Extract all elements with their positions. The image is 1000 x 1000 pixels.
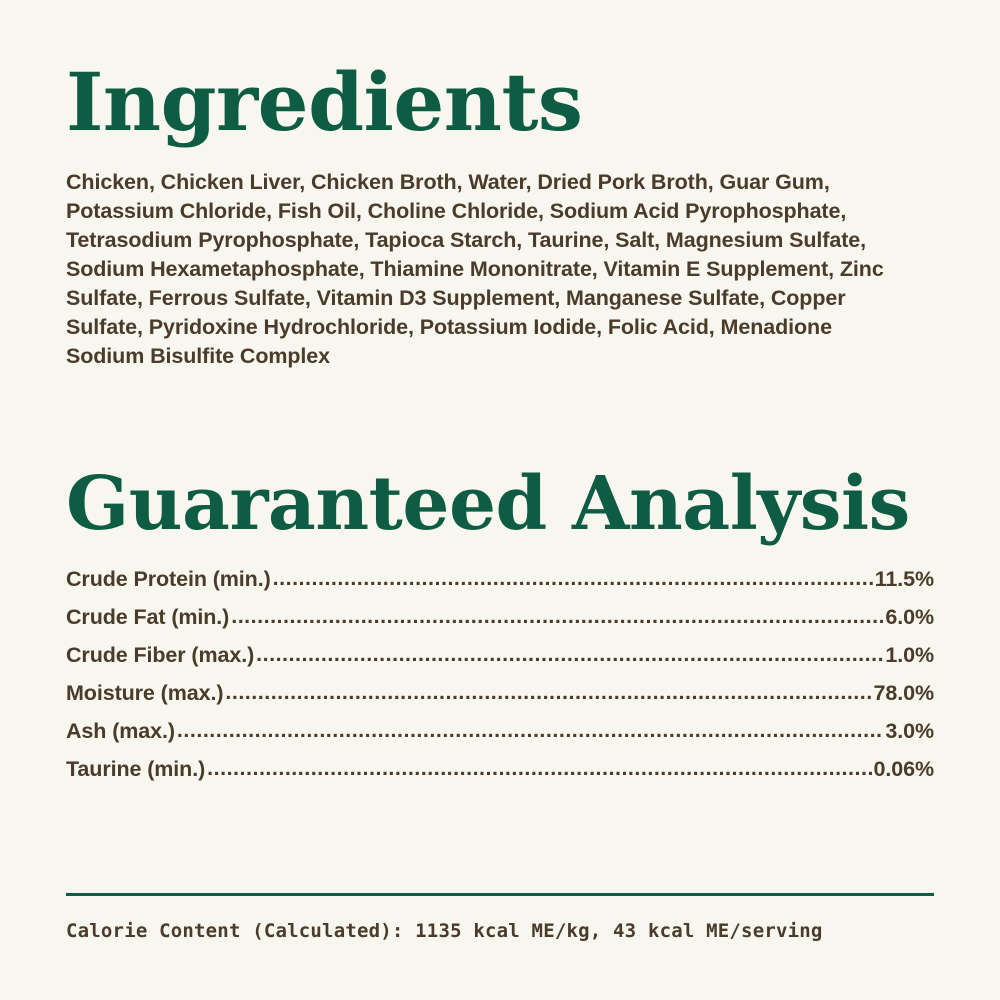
footer bbox=[66, 893, 934, 942]
leader-dots bbox=[273, 566, 873, 588]
analysis-label: Crude Fiber (max.) bbox=[66, 643, 255, 667]
analysis-label: Crude Protein (min.) bbox=[66, 567, 271, 591]
leader-dots bbox=[231, 604, 883, 626]
leader-dots bbox=[177, 718, 883, 740]
analysis-value: 0.06% bbox=[873, 757, 934, 781]
analysis-value: 6.0% bbox=[885, 605, 934, 629]
analysis-row bbox=[66, 719, 934, 757]
guaranteed-analysis-heading: Guaranteed Analysis bbox=[66, 461, 910, 547]
calorie-content-text: Calorie Content (Calculated): 1135 kcal ME/kg, 43 kcal ME/serving bbox=[66, 920, 823, 942]
analysis-label: Ash (max.) bbox=[66, 719, 175, 743]
leader-dots bbox=[207, 756, 871, 778]
guaranteed-analysis-list bbox=[66, 567, 934, 795]
analysis-value: 3.0% bbox=[885, 719, 934, 743]
analysis-row bbox=[66, 567, 934, 605]
leader-dots bbox=[256, 642, 883, 664]
analysis-label: Moisture (max.) bbox=[66, 681, 224, 705]
horizontal-rule bbox=[66, 893, 934, 896]
analysis-row bbox=[66, 643, 934, 681]
analysis-label: Taurine (min.) bbox=[66, 757, 206, 781]
analysis-label: Crude Fat (min.) bbox=[66, 605, 230, 629]
leader-dots bbox=[225, 680, 871, 702]
section-spacer bbox=[66, 371, 934, 467]
analysis-row bbox=[66, 605, 934, 643]
analysis-value: 11.5% bbox=[874, 567, 934, 591]
analysis-value: 78.0% bbox=[873, 681, 934, 705]
analysis-row bbox=[66, 757, 934, 795]
analysis-value: 1.0% bbox=[885, 643, 934, 667]
analysis-row bbox=[66, 681, 934, 719]
ingredients-heading: Ingredients bbox=[66, 55, 583, 149]
ingredients-text: Chicken, Chicken Liver, Chicken Broth, Water, Dried Pork Broth, Guar Gum, Potassium Chloride, Fish Oil, Choline Chloride, Sodium Acid Pyrophosphate, Tetrasodium Pyrophosphate, Tapioca Starch, Taurine, Salt, Magnesium Sulfate, Sodium Hexametaphosphate, Thiamine Mononitrate, Vitamin E Supplement, Zinc Sulfate, Ferrous Sulfate, Vitamin D3 Supplement, Manganese Sulfate, Copper Sulfate, Pyridoxine Hydrochloride, Potassium Iodide, Folic Acid, Menadione Sodium Bisulfite Complex bbox=[66, 170, 884, 368]
